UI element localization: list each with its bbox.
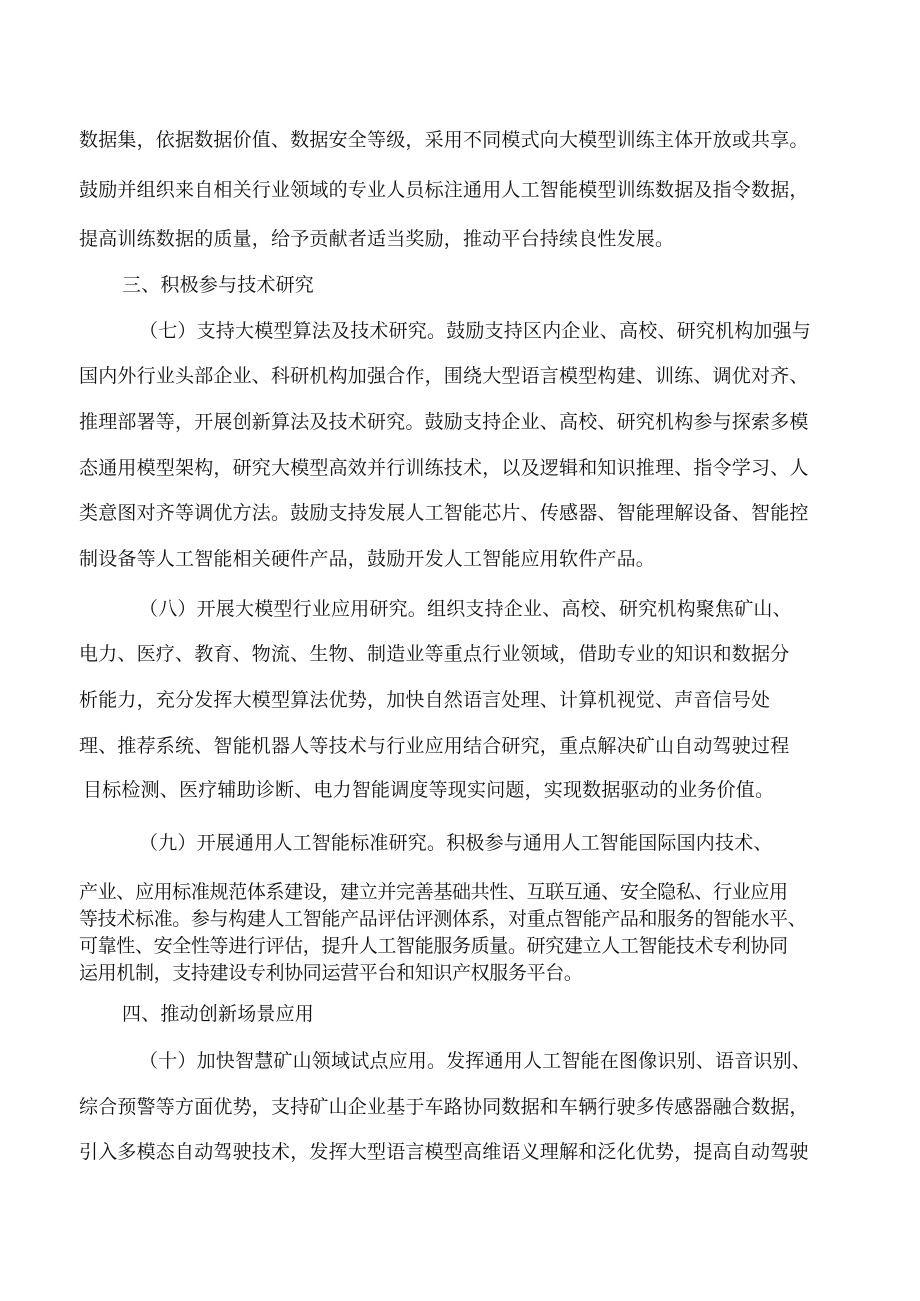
section-4-heading: 四、推动创新场景应用 <box>122 1003 315 1025</box>
item-10-line-3: 引入多模态自动驾驶技术，发挥大型语言模型高维语义理解和泛化优势，提高自动驾驶 <box>79 1141 809 1163</box>
item-9-line-2: 产业、应用标准规范体系建设，建立并完善基础共性、互联互通、安全隐私、行业应用 <box>79 881 788 903</box>
item-7-line-1: （七）支持大模型算法及技术研究。鼓励支持区内企业、高校、研究机构加强与 <box>139 320 812 342</box>
item-9-line-4: 可靠性、安全性等进行评估，提升人工智能服务质量。研究建立人工智能技术专利协同 <box>79 935 788 957</box>
item-10-line-1: （十）加快智慧矿山领域试点应用。发挥通用人工智能在图像识别、语音识别、 <box>139 1050 812 1072</box>
item-7-line-3: 推理部署等，开展创新算法及技术研究。鼓励支持企业、高校、研究机构参与探索多模 <box>79 411 809 433</box>
intro-line-3: 提高训练数据的质量，给予贡献者适当奖励，推动平台持续良性发展。 <box>79 228 675 250</box>
item-8-line-2: 电力、医疗、教育、物流、生物、制造业等重点行业领域，借助专业的知识和数据分 <box>79 643 790 665</box>
item-7-line-6: 制设备等人工智能相关硬件产品，鼓励开发人工智能应用软件产品。 <box>79 548 656 570</box>
item-8-line-4: 理、推荐系统、智能机器人等技术与行业应用结合研究，重点解决矿山自动驾驶过程 <box>79 735 790 757</box>
section-3-heading: 三、积极参与技术研究 <box>122 274 315 296</box>
item-7-line-4: 态通用模型架构，研究大模型高效并行训练技术，以及逻辑和知识推理、指令学习、人 <box>79 457 809 479</box>
item-8-line-3: 析能力，充分发挥大模型算法优势，加快自然语言处理、计算机视觉、声音信号处 <box>79 689 771 711</box>
item-9-line-5: 运用机制，支持建设专利协同运营平台和知识产权服务平台。 <box>79 962 583 984</box>
item-8-line-5: 目标检测、医疗辅助诊断、电力智能调度等现实问题，实现数据驱动的业务价值。 <box>83 779 775 801</box>
item-7-line-2: 国内外行业头部企业、科研机构加强合作，围绕大型语言模型构建、训练、调优对齐、 <box>79 365 809 387</box>
intro-line-1: 数据集，依据数据价值、数据安全等级，采用不同模式向大模型训练主体开放或共享。 <box>79 129 809 151</box>
intro-line-2: 鼓励并组织来自相关行业领域的专业人员标注通用人工智能模型训练数据及指令数据， <box>79 179 809 201</box>
item-9-line-1: （九）开展通用人工智能标准研究。积极参与通用人工智能国际国内技术、 <box>139 832 773 854</box>
item-8-line-1: （八）开展大模型行业应用研究。组织支持企业、高校、研究机构聚焦矿山、 <box>139 598 792 620</box>
item-7-line-5: 类意图对齐等调优方法。鼓励支持发展人工智能芯片、传感器、智能理解设备、智能控 <box>79 502 809 524</box>
item-9-line-3: 等技术标准。参与构建人工智能产品评估评测体系，对重点智能产品和服务的智能水平、 <box>79 908 807 930</box>
item-10-line-2: 综合预警等方面优势，支持矿山企业基于车路协同数据和车辆行驶多传感器融合数据， <box>79 1096 809 1118</box>
